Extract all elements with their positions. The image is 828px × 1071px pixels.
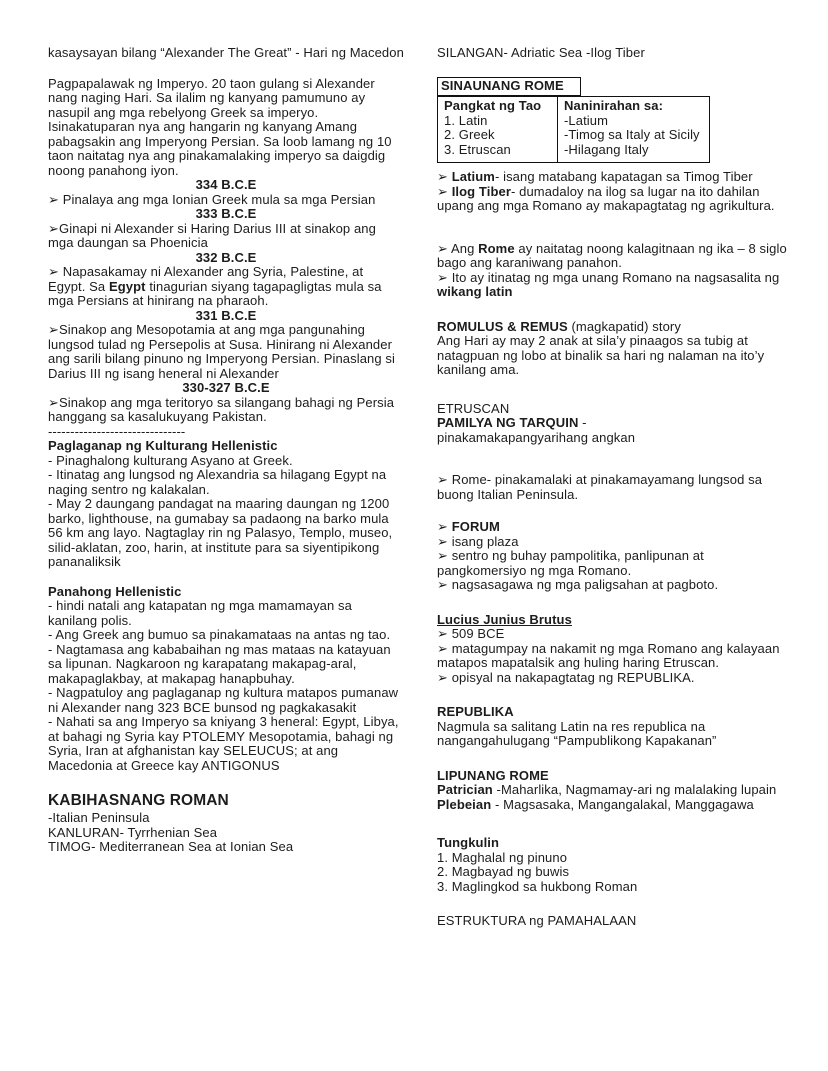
text-run: 1. Maghalal ng pinuno (437, 849, 568, 865)
text-run: Paglaganap ng Kulturang Hellenistic (48, 438, 278, 453)
heading (48, 585, 404, 600)
paragraph (437, 320, 793, 335)
text-run: ➢Sinakop ang mga teritoryo sa silangang bahagi ng Persia hanggang sa kasalukuyang Pakistan. (48, 394, 395, 424)
table-line: -Latium (564, 112, 609, 128)
text-run: 2. Magbayad ng buwis (437, 864, 570, 879)
paragraph (437, 185, 793, 214)
table-line: -Hilagang Italy (564, 141, 649, 157)
text-run: (magkapatid) story (567, 318, 681, 334)
paragraph (48, 265, 404, 309)
text-run: Nagmula sa salitang Latin na res republica na nangangahulugang “Pampublikong Kapakanan” (437, 718, 717, 748)
text-run: Lucius Junius Brutus (437, 611, 572, 627)
spacer (437, 593, 793, 613)
paragraph (437, 880, 793, 895)
text-run: -Maharlika, Nagmamay-ari ng malalaking lupain (492, 782, 777, 797)
table-line: 2. Greek (444, 127, 495, 142)
spacer (437, 445, 793, 473)
date-heading (48, 207, 404, 222)
paragraph (48, 840, 404, 855)
text-run: - Nagpatuloy ang paglaganap ng kultura matapos pumanaw ni Alexander nang 323 BCE bunsod ng pagkakasakit (48, 685, 399, 715)
text-run: - Ang Greek ang bumuo sa pinakamataas na antas ng tao. (48, 627, 391, 642)
paragraph (437, 416, 793, 431)
paragraph (48, 686, 404, 715)
text-run: wikang latin (437, 284, 513, 299)
right-column (437, 46, 793, 1071)
paragraph (437, 271, 793, 300)
paragraph (437, 402, 793, 417)
spacer (437, 685, 793, 705)
paragraph (48, 628, 404, 643)
paragraph (48, 46, 404, 61)
text-run: Latium (451, 169, 495, 184)
text-run: FORUM (451, 519, 500, 534)
text-run: ROMULUS & REMUS (437, 318, 568, 334)
paragraph (437, 535, 793, 550)
text-run: 331 B.C.E (195, 307, 257, 323)
text-run: ➢Sinakop ang Mesopotamia at ang mga pangunahing lungsod tulad ng Persepolis at Susa. Hinirang ni Alexander ang sarili bilang pinuno ng Imperyong Persian. Pinaslang si Darius III ng isang heneral ni Alexander (48, 322, 395, 381)
text-run: Patrician (437, 782, 493, 797)
text-run: - Nahati sa ang Imperyo sa kniyang 3 heneral: Egypt, Libya, at bahagi ng Syria kay PTOLEMY Mesopotamia, bahagi ng Syria, Iran at afghanistan kay SELEUCUS; at ang Macedonia at Greece kay ANTIGONUS (48, 714, 399, 773)
date-heading (48, 381, 404, 396)
text-run: Panahong Hellenistic (48, 583, 182, 599)
text-run: ➢ sentro ng buhay pampolitika, panlipunan at pangkomersiyo ng mga Romano. (437, 548, 704, 578)
paragraph (437, 783, 793, 798)
section-title (48, 789, 404, 811)
boxed-heading (437, 77, 581, 97)
text-run: LIPUNANG ROME (437, 767, 549, 783)
text-run: 333 B.C.E (195, 206, 257, 221)
spacer (437, 812, 793, 836)
paragraph (437, 914, 793, 929)
text-run: - dumadaloy na ilog sa lugar na ito dahilan upang ang mga Romano ay makapagtatag ng agrikultura. (437, 183, 775, 213)
text-run: - hindi natali ang katapatan ng mga mamamayan sa kanilang polis. (48, 598, 352, 628)
paragraph (48, 826, 404, 841)
spacer (437, 502, 793, 520)
paragraph (48, 599, 404, 628)
paragraph (437, 642, 793, 671)
paragraph (48, 497, 404, 570)
text-run: KABIHASNANG ROMAN (48, 792, 229, 809)
paragraph (437, 46, 793, 61)
text-run: ➢ (437, 169, 452, 184)
text-run: 332 B.C.E (195, 249, 257, 265)
text-run: ➢ Ang (437, 240, 479, 256)
text-run: 3. Maglingkod sa hukbong Roman (437, 878, 638, 894)
paragraph (48, 454, 404, 469)
text-run: 330-327 B.C.E (182, 380, 270, 395)
text-run: - Nagtamasa ang kababaihan ng mas mataas na katayuan sa lipunan. Nagkaroon ng karapatang makapag-aral, makapaglakbay, at makapag hanapbuhay. (48, 641, 391, 686)
text-run: Plebeian (437, 796, 492, 812)
date-heading (48, 178, 404, 193)
text-run: - Magsasaka, Mangangalakal, Manggagawa (491, 796, 754, 812)
spacer (437, 749, 793, 769)
text-run: ➢ matagumpay na nakamit ng mga Romano ang kalayaan matapos mapatalsik ang huling haring Etruscan. (437, 640, 780, 670)
text-run: kasaysayan bilang “Alexander The Great” - Hari ng Macedon (48, 45, 404, 60)
table-line: -Timog sa Italy at Sicily (564, 127, 700, 142)
text-run: ➢ nagsasagawa ng mga paligsahan at pagboto. (437, 577, 719, 592)
settlement-table (437, 96, 710, 163)
date-heading (48, 309, 404, 324)
text-run: - Pinaghalong kulturang Asyano at Greek. (48, 452, 293, 468)
paragraph (437, 242, 793, 271)
paragraph (437, 627, 793, 642)
heading (437, 769, 793, 784)
text-run: ------------------------------- (48, 423, 186, 439)
text-run: ➢ (437, 519, 452, 534)
text-run: Rome (478, 240, 515, 256)
paragraph (48, 323, 404, 381)
paragraph (437, 520, 793, 535)
text-run: - (578, 415, 587, 430)
text-run: pinakamakapangyarihang angkan (437, 429, 636, 445)
date-heading (48, 251, 404, 266)
paragraph (437, 798, 793, 813)
text-run: ➢ 509 BCE (437, 626, 505, 641)
text-run: 334 B.C.E (195, 177, 257, 192)
text-run: Ilog Tiber (451, 183, 511, 199)
paragraph (437, 334, 793, 378)
text-run: ➢ Rome- pinakamalaki at pinakamayamang lungsod sa buong Italian Peninsula. (437, 472, 763, 502)
text-run: SINAUNANG ROME (441, 77, 564, 93)
table-line: 1. Latin (444, 112, 488, 128)
paragraph (437, 720, 793, 749)
text-run: ➢Ginapi ni Alexander si Haring Darius III at sinakop ang mga daungan sa Phoenicia (48, 220, 376, 250)
paragraph (437, 671, 793, 686)
text-run: TIMOG- Mediterranean Sea at Ionian Sea (48, 839, 294, 854)
text-run: ➢ opisyal na nakapagtatag ng REPUBLIKA. (437, 669, 695, 685)
text-run: ➢ Napasakamay ni Alexander ang Syria, Palestine, at Egypt. Sa (48, 264, 364, 294)
text-run: ➢ isang plaza (437, 533, 519, 549)
spacer (437, 894, 793, 914)
left-column (48, 46, 404, 1071)
text-run: ETRUSCAN (437, 400, 510, 416)
spacer (48, 570, 404, 585)
heading (437, 705, 793, 720)
table-cell (438, 97, 558, 163)
text-run: ➢ (437, 183, 452, 199)
paragraph (48, 396, 404, 425)
paragraph (48, 811, 404, 826)
heading (437, 613, 793, 628)
paragraph (48, 77, 404, 179)
paragraph (437, 851, 793, 866)
text-run: - isang matabang kapatagan sa Timog Tiber (494, 169, 753, 184)
spacer (437, 300, 793, 320)
text-run: ESTRUKTURA ng PAMAHALAAN (437, 913, 637, 928)
paragraph (437, 578, 793, 593)
text-run: SILANGAN- Adriatic Sea -Ilog Tiber (437, 45, 645, 60)
table-header: Naninirahan sa: (564, 98, 664, 113)
table-line: 3. Etruscan (444, 141, 511, 157)
paragraph (48, 643, 404, 687)
text-run: -Italian Peninsula (48, 810, 150, 825)
heading (437, 836, 793, 851)
heading (48, 439, 404, 454)
text-run: KANLURAN- Tyrrhenian Sea (48, 824, 218, 840)
spacer (48, 773, 404, 789)
text-run: PAMILYA NG TARQUIN (437, 415, 579, 430)
text-run: Tungkulin (437, 835, 500, 850)
text-run: ay naitatag noong kalagitnaan ng ika – 8 siglo bago ang karaniwang panahon. (437, 240, 787, 270)
text-run: - Itinatag ang lungsod ng Alexandria sa hilagang Egypt na naging sentro ng kalakalan. (48, 467, 387, 497)
paragraph (437, 865, 793, 880)
paragraph (437, 170, 793, 185)
paragraph (437, 431, 793, 446)
text-run: Pagpapalawak ng Imperyo. 20 taon gulang si Alexander nang naging Hari. Sa ilalim ng kanyang pamumuno ay nasupil ang mga rebelyong Greek sa imperyo. Isinakatuparan nya ang hangarin ng kanyang Amang pabagsakin ang Imperyong Persian. Sa loob lamang ng 10 taon naitatag nya ang pinakamalaking imperyo sa daigdig noong panahong iyon. (48, 75, 392, 178)
text-run: Egypt (108, 278, 146, 294)
spacer (437, 378, 793, 402)
table-cell (558, 97, 710, 163)
text-run: tinagurian siyang tagapagligtas mula sa mga Persians at hinirang na pharaoh. (48, 278, 382, 308)
text-run: Ang Hari ay may 2 anak at sila’y pinaagos sa tubig at natagpuan ng lobo at binalik sa hari ng nalaman na ito’y kanilang ama. (437, 333, 765, 377)
text-run: REPUBLIKA (437, 704, 514, 719)
paragraph (48, 222, 404, 251)
text-run: - May 2 daungang pandagat na maaring daungan ng 1200 barko, lighthouse, na gumabay sa padaong na barko mula 56 km ang layo. Nagtaglay rin ng Palasyo, Templo, museo, silid-aklatan, zoo, harin, at institute para sa siyentipikong pananaliksik (48, 496, 393, 569)
text-run: ➢ Ito ay itinatag ng mga unang Romano na nagsasalita ng (437, 269, 780, 285)
paragraph (48, 193, 404, 208)
text-run: ➢ Pinalaya ang mga Ionian Greek mula sa mga Persian (48, 191, 376, 207)
paragraph (437, 549, 793, 578)
paragraph (48, 468, 404, 497)
paragraph (48, 425, 404, 440)
spacer (48, 61, 404, 77)
spacer (437, 214, 793, 242)
paragraph (48, 715, 404, 773)
table-header: Pangkat ng Tao (444, 98, 542, 113)
paragraph (437, 473, 793, 502)
spacer (437, 61, 793, 77)
